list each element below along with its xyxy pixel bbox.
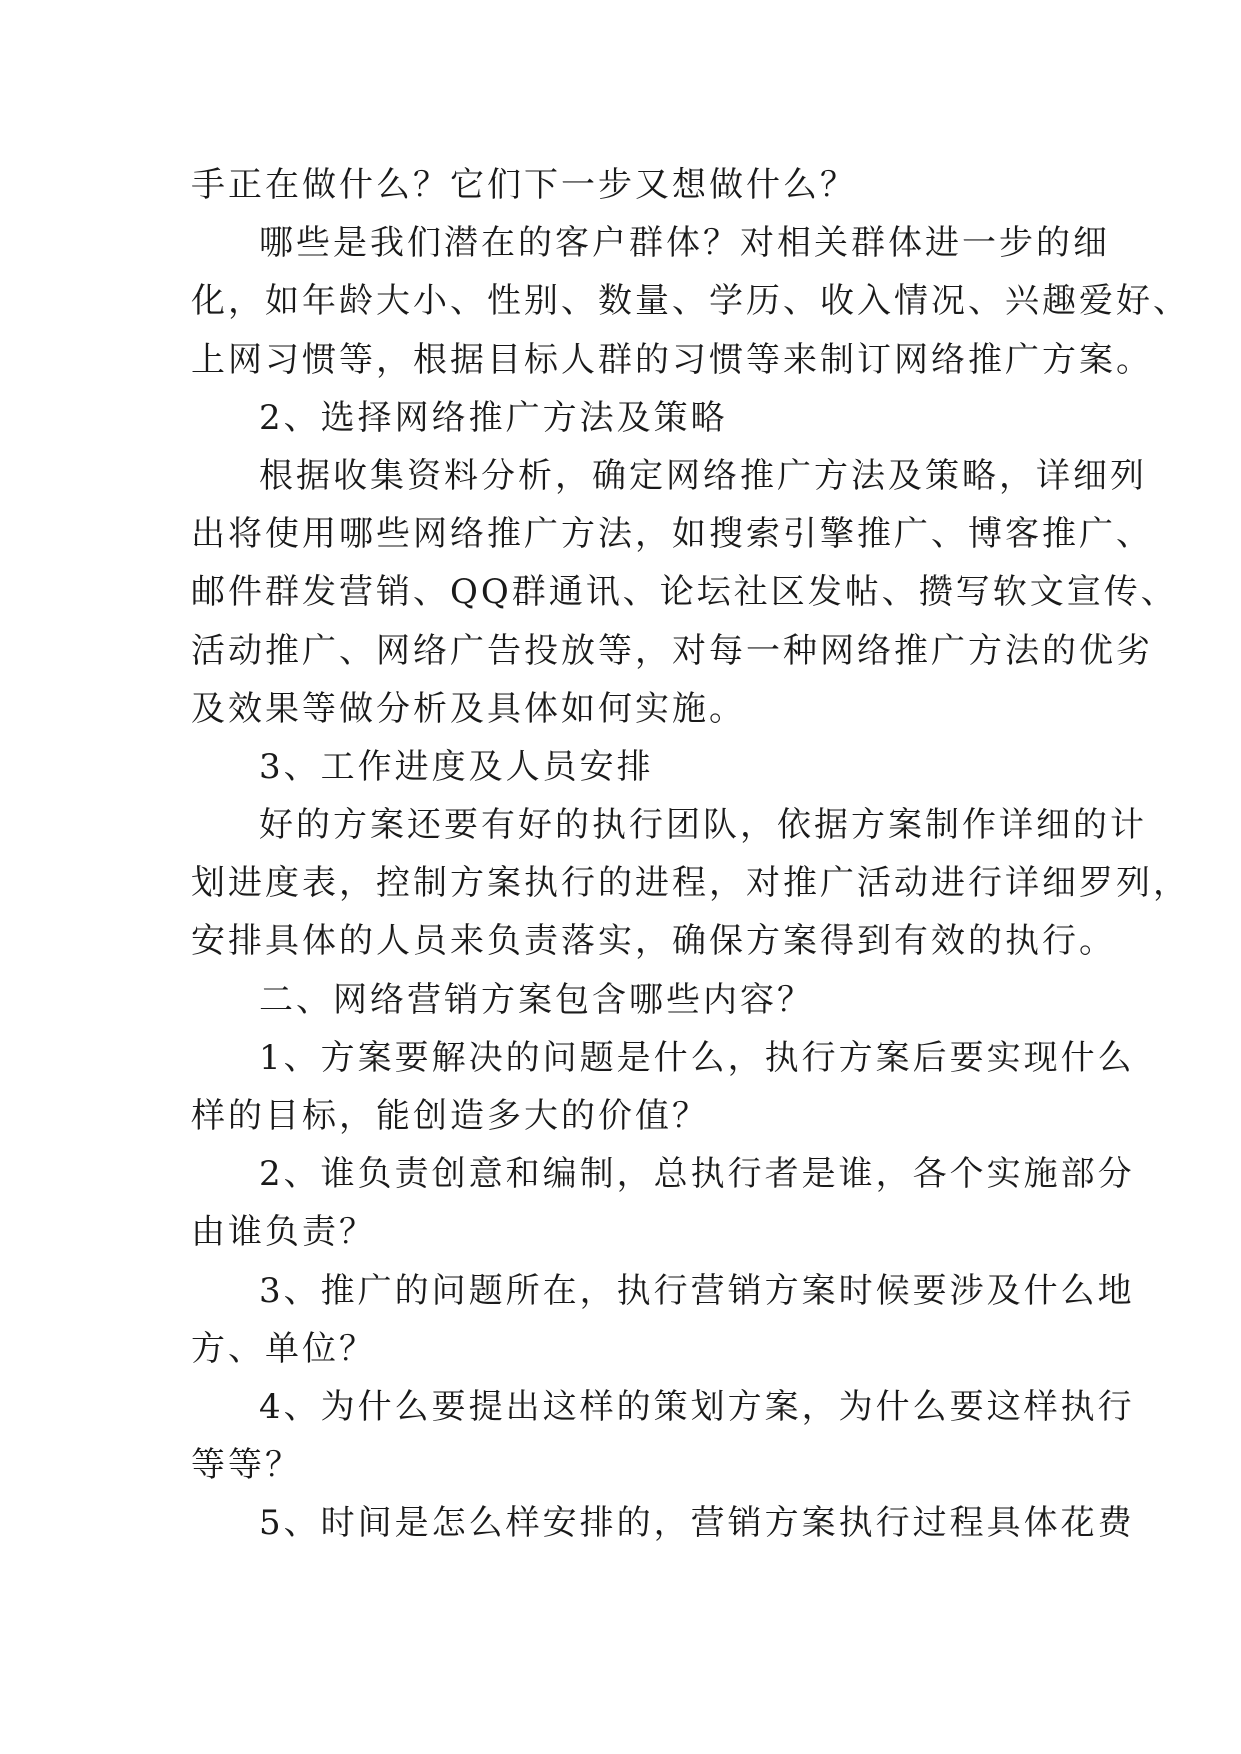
list-item: 1、方案要解决的问题是什么，执行方案后要实现什么: [259, 1037, 1135, 1078]
text-line: 上网习惯等，根据目标人群的习惯等来制订网络推广方案。: [191, 339, 1153, 380]
text-line: 样的目标，能创造多大的价值？: [191, 1096, 709, 1136]
list-item: 5、时间是怎么样安排的，营销方案执行过程具体花费: [259, 1503, 1135, 1544]
section-heading: 3、工作进度及人员安排: [259, 746, 654, 787]
section-heading: 2、选择网络推广方法及策略: [259, 397, 728, 438]
text-line: 哪些是我们潜在的客户群体？对相关群体进一步的细: [259, 223, 1110, 264]
list-item: 2、谁负责创意和编制，总执行者是谁，各个实施部分: [259, 1154, 1135, 1195]
text-line: 及效果等做分析及具体如何实施。: [191, 688, 746, 729]
text-line: 化，如年龄大小、性别、数量、学历、收入情况、兴趣爱好、: [191, 281, 1190, 322]
document-body: [191, 156, 1190, 1553]
text-line: 根据收集资料分析，确定网络推广方法及策略，详细列: [259, 455, 1147, 496]
text-line: 好的方案还要有好的执行团队，依据方案制作详细的计: [259, 805, 1147, 846]
list-item: 4、为什么要提出这样的策划方案，为什么要这样执行: [259, 1386, 1135, 1427]
text-line: 活动推广、网络广告投放等，对每一种网络推广方法的优劣: [191, 630, 1153, 671]
text-line: 安排具体的人员来负责落实，确保方案得到有效的执行。: [191, 921, 1116, 962]
text-line: 手正在做什么？它们下一步又想做什么？: [191, 165, 857, 205]
list-item: 3、推广的问题所在，执行营销方案时候要涉及什么地: [259, 1270, 1135, 1311]
text-line: 邮件群发营销、QQ群通讯、论坛社区发帖、攒写软文宣传、: [191, 572, 1178, 613]
text-line: 等等？: [191, 1445, 302, 1486]
text-line: 出将使用哪些网络推广方法，如搜索引擎推广、博客推广、: [191, 514, 1153, 555]
text-line: 划进度表，控制方案执行的进程，对推广活动进行详细罗列，: [191, 863, 1190, 904]
text-line: 方、单位？: [191, 1328, 376, 1369]
section-heading: 二、网络营销方案包含哪些内容？: [259, 979, 814, 1020]
text-line: 由谁负责？: [191, 1212, 376, 1253]
